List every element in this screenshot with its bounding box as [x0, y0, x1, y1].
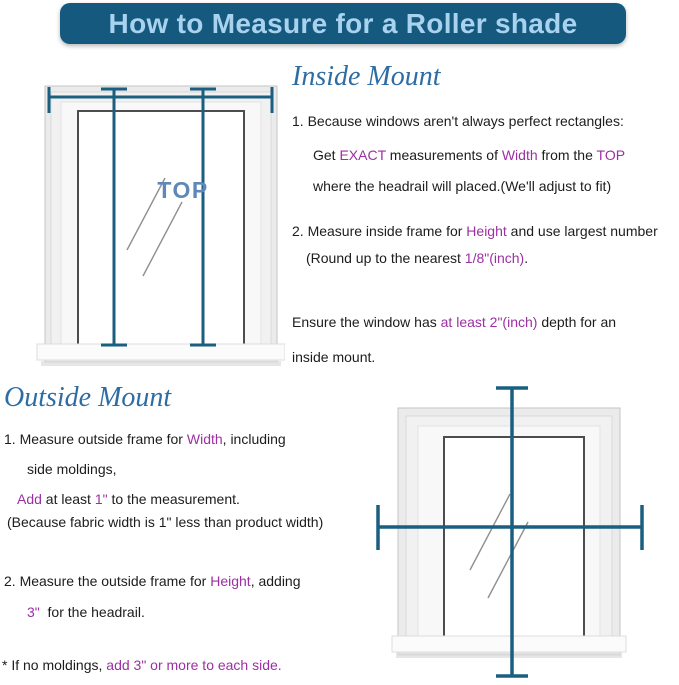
outside-footnote: * If no moldings, add 3" or more to each side.	[2, 657, 282, 673]
outside-step1-line1: 1. Measure outside frame for Width, including	[4, 431, 286, 447]
outside-step1-line3: Add at least 1" to the measurement.	[17, 491, 240, 507]
outside-mount-heading: Outside Mount	[4, 382, 172, 413]
outside-mount-window-diagram	[370, 378, 670, 685]
window-sill	[37, 344, 285, 360]
inside-depth-note-line1: Ensure the window has at least 2"(inch) depth for an	[292, 314, 617, 330]
inside-step1-line1: 1. Because windows aren't always perfect rectangles:	[292, 113, 624, 129]
outside-step2-line1: 2. Measure the outside frame for Height, adding	[4, 573, 301, 589]
inside-depth-note-line2: inside mount.	[292, 349, 376, 365]
window-glass	[77, 110, 245, 344]
inside-mount-heading: Inside Mount	[292, 61, 441, 92]
inside-step2-line1: 2. Measure inside frame for Height and use largest number	[292, 223, 658, 239]
outside-window-illustration	[370, 378, 670, 685]
inside-step2-line2: (Round up to the nearest 1/8"(inch).	[306, 250, 529, 266]
window-glass	[443, 436, 585, 636]
outside-step1-line4: (Because fabric width is 1" less than product width)	[7, 514, 324, 530]
window-sill-shadow	[41, 361, 281, 366]
inside-window-illustration	[15, 68, 285, 370]
inside-step1-line3: where the headrail will placed.(We'll adjust to fit)	[313, 178, 612, 194]
inside-step1-line2: Get EXACT measurements of Width from the TOP	[313, 147, 626, 163]
outside-step2-line2: 3" for the headrail.	[27, 604, 145, 620]
window-sill-shadow	[396, 653, 622, 658]
outside-step1-line2: side moldings,	[27, 461, 117, 477]
top-label: TOP	[157, 177, 209, 203]
header-banner	[60, 3, 626, 44]
window-sill	[392, 636, 626, 652]
inside-mount-window-diagram	[15, 68, 285, 370]
page-title: How to Measure for a Roller shade	[108, 7, 578, 39]
